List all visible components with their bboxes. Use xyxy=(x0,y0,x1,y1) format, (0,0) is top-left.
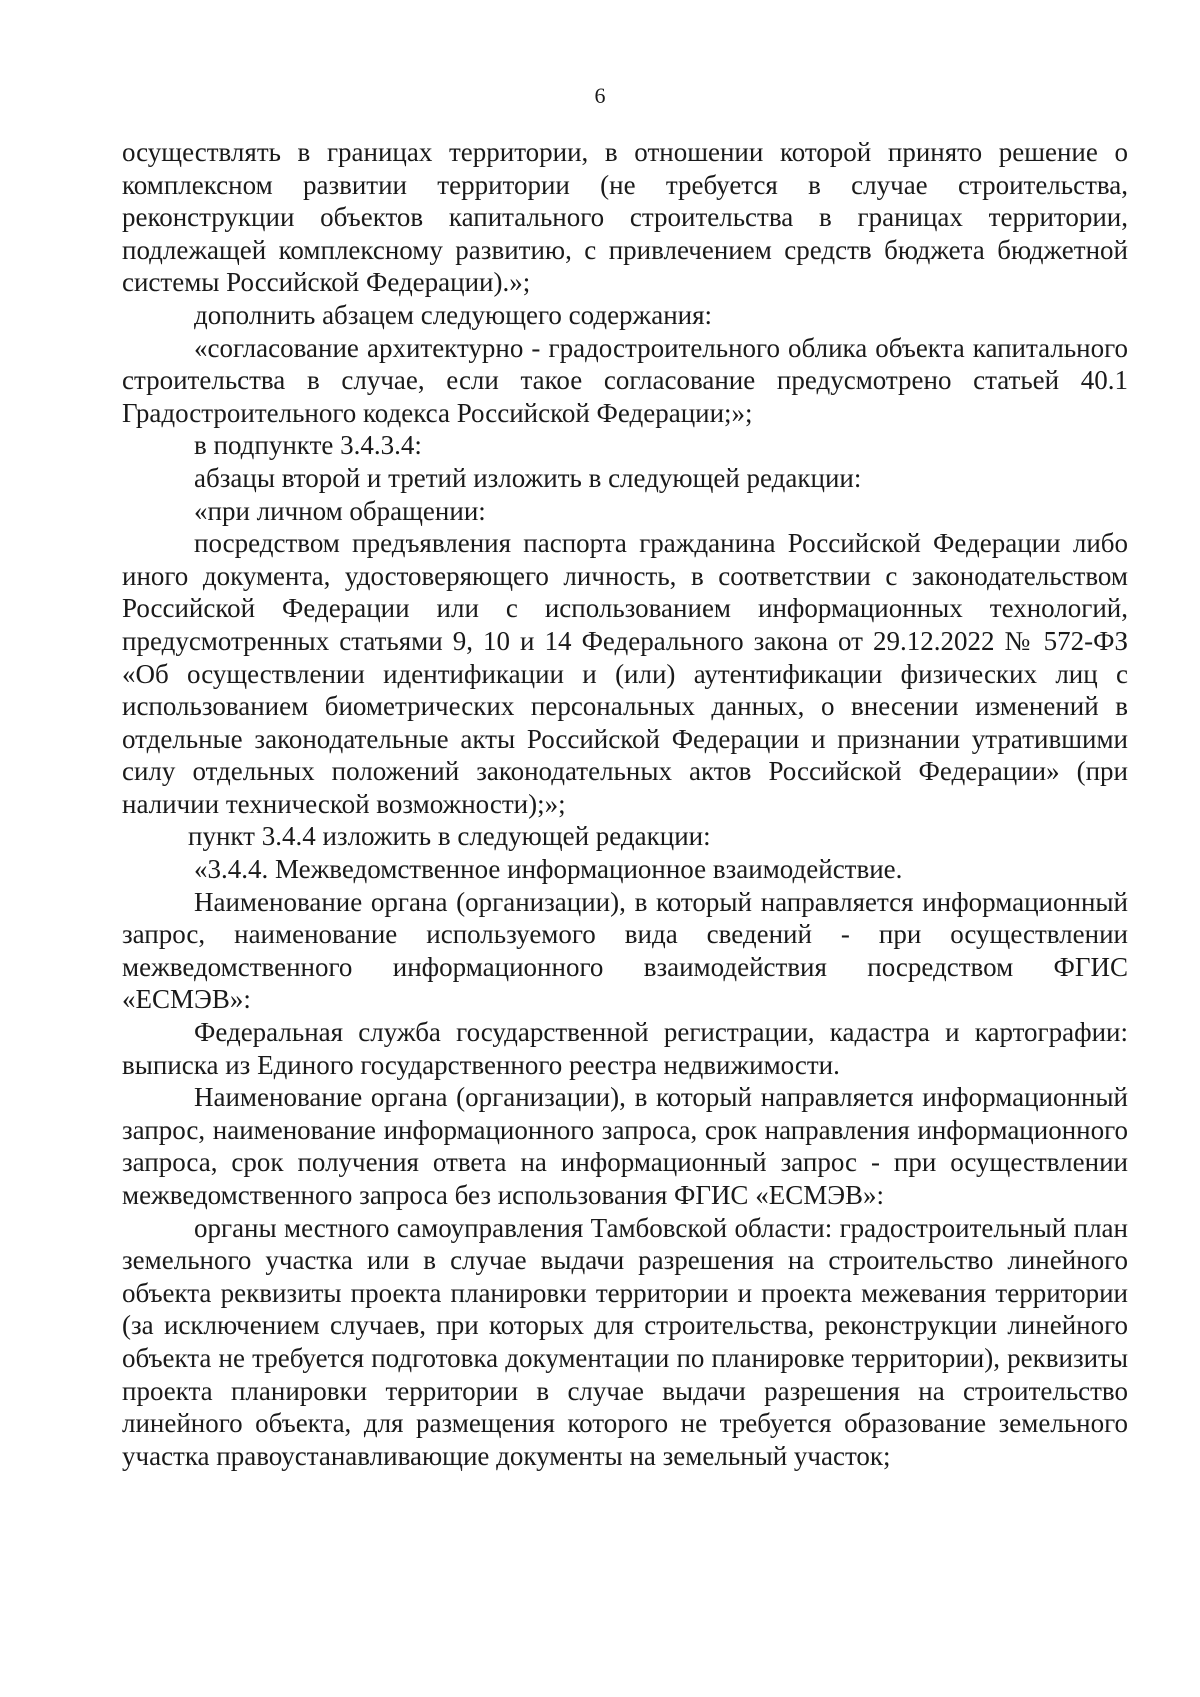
paragraph-continuation: осуществлять в границах территории, в отношении которой принято решение о комплексном развитии территории (не требуется в случае строительства, реконструкции объектов капитального строительства в границах территории, подлежащей комплексному развитию, с привлечением средств бюджета бюджетной системы Российской Федерации).»; xyxy=(122,137,1128,298)
paragraph-architectural-approval: «согласование архитектурно - градостроительного облика объекта капитального строительства в случае, если такое согласование предусмотрено статьей 40.1 Градостроительного кодекса Российской Федерации;»; xyxy=(122,332,1128,428)
paragraph-second-third-edition: абзацы второй и третий изложить в следующей редакции: xyxy=(194,462,862,493)
paragraph-passport-identification: посредством предъявления паспорта гражданина Российской Федерации либо иного документа, удостоверяющего личность, в соответствии с законодательством Российской Федерации или с использованием информационных технологий, предусмотренных статьями 9, 10 и 14 Федерального закона от 29.12.2022 № 572-ФЗ «Об осуществлении идентификации и (или) аутентификации физических лиц с использованием биометрических персональных данных, о внесении изменений в отдельные законодательные акты Российской Федерации и признании утратившими силу отдельных положений законодательных актов Российской Федерации» (при наличии технической возможности);»; xyxy=(122,528,1128,819)
paragraph-subclause-3-4-3-4: в подпункте 3.4.3.4: xyxy=(194,430,422,461)
paragraph-smev-request: Наименование органа (организации), в который направляется информационный запрос, наименование используемого вида сведений - при осуществлении межведомственного информационного взаимодействия посредством ФГИС «ЕСМЭВ»: xyxy=(122,886,1128,1015)
paragraph-non-smev-request: Наименование органа (организации), в который направляется информационный запрос, наименование информационного запроса, срок направления информационного запроса, срок получения ответа на информационный запрос - при осуществлении межведомственного запроса без использования ФГИС «ЕСМЭВ»: xyxy=(122,1082,1128,1210)
paragraph-local-authorities: органы местного самоуправления Тамбовской области: градостроительный план земельного участка или в случае выдачи разрешения на строительство линейного объекта реквизиты проекта планировки территории и проекта межевания территории (за исключением случаев, при которых для строительства, реконструкции линейного объекта не требуется подготовка документации по планировке территории), реквизиты проекта планировки территории в случае выдачи разрешения на строительство линейного объекта, для размещения которого не требуется образование земельного участка правоустанавливающие документы на земельный участок; xyxy=(122,1212,1128,1471)
paragraph-interagency-interaction: «3.4.4. Межведомственное информационное взаимодействие. xyxy=(194,854,903,885)
paragraph-clause-3-4-4: пункт 3.4.4 изложить в следующей редакции: xyxy=(188,821,711,852)
document-body xyxy=(122,136,1128,1472)
paragraph-rosreestr: Федеральная служба государственной регистрации, кадастра и картографии: выписка из Единого государственного реестра недвижимости. xyxy=(122,1017,1128,1080)
paragraph-add-clause: дополнить абзацем следующего содержания: xyxy=(194,299,713,330)
paragraph-personal-appeal: «при личном обращении: xyxy=(194,495,486,526)
page-number: 6 xyxy=(594,83,606,108)
